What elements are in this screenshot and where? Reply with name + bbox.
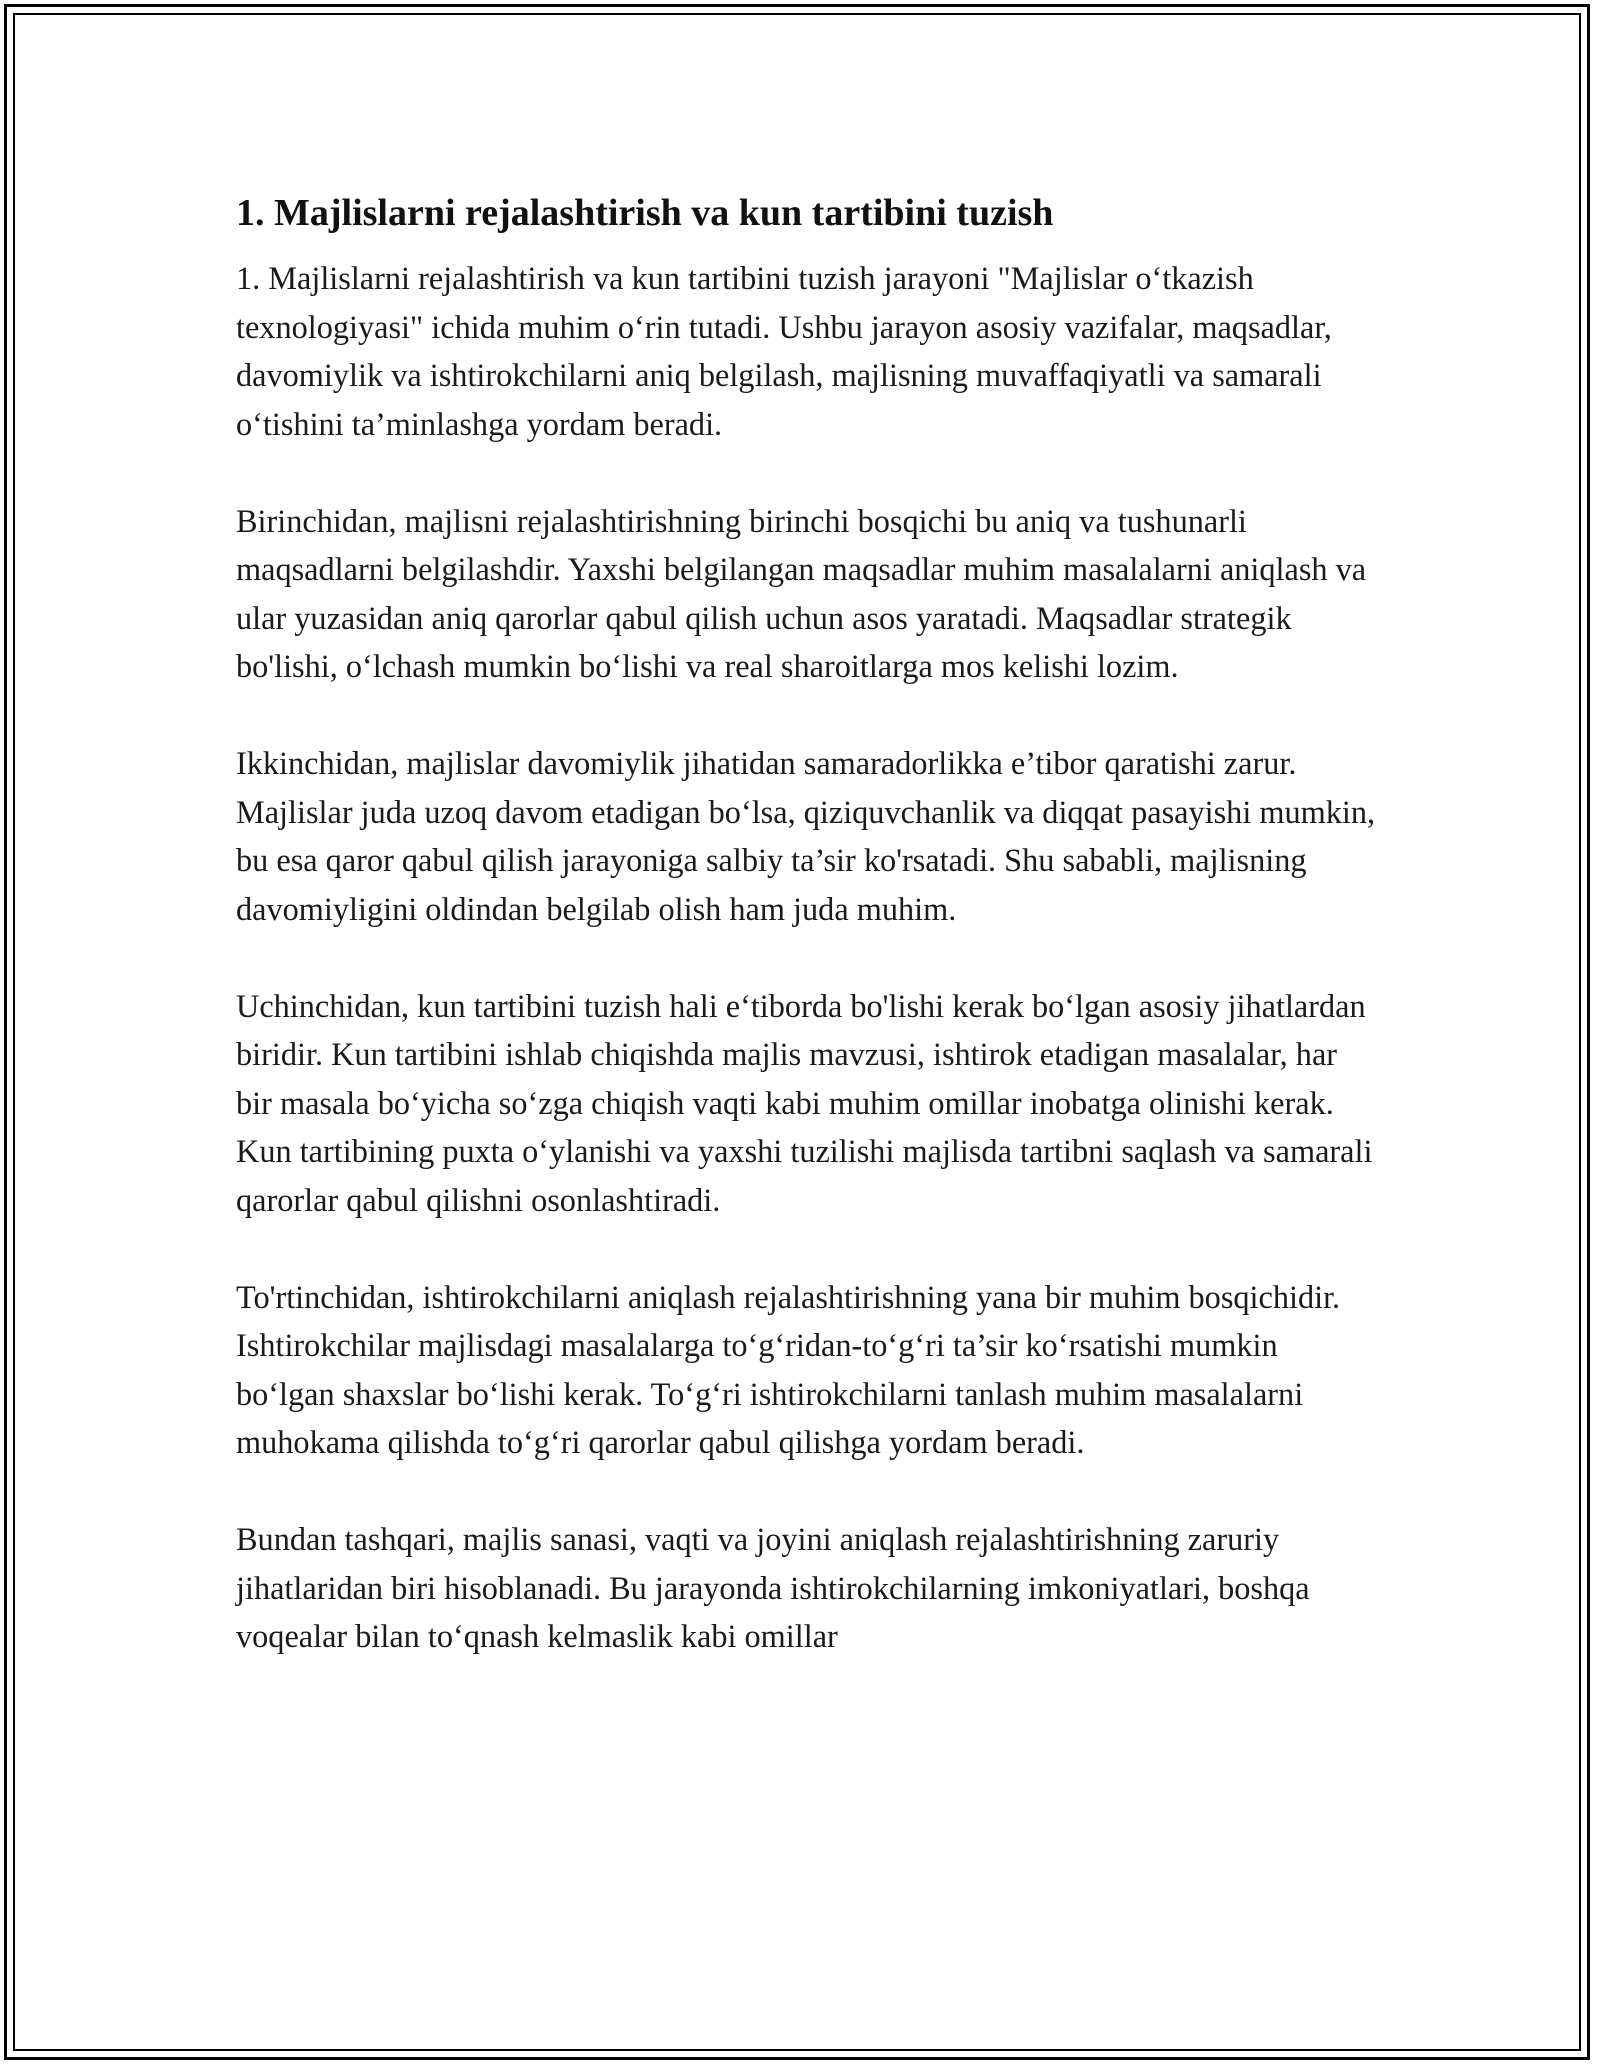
paragraph-intro: 1. Majlislarni rejalashtirish va kun tartibini tuzish jarayoni "Majlislar o‘tkazish texnologiyasi" ichida muhim o‘rin tutadi. Ushbu jarayon asosiy vazifalar, maqsadlar, davomiylik va ishtirokchilarni aniq belgilash, majlisning muvaffaqiyatli va samarali o‘tishini ta’minlashga yordam beradi.: [236, 260, 1332, 442]
document-body: [236, 188, 1376, 1709]
paragraph-second: Ikkinchidan, majlislar davomiylik jihatidan samaradorlikka e’tibor qaratishi zarur. Majlislar juda uzoq davom etadigan bo‘lsa, qiziquvchanlik va diqqat pasayishi mumkin, bu esa qaror qabul qilish jarayoniga salbiy ta’sir ko'rsatadi. Shu sababli, majlisning davomiyligini oldindan belgilab olish ham juda muhim.: [236, 745, 1376, 927]
paragraph-additional: Bundan tashqari, majlis sanasi, vaqti va joyini aniqlash rejalashtirishning zaruriy jihatlaridan biri hisoblanadi. Bu jarayonda ishtirokchilarning imkoniyatlari, boshqa voqealar bilan to‘qnash kelmaslik kabi omillar: [236, 1521, 1310, 1654]
paragraph-fourth: To'rtinchidan, ishtirokchilarni aniqlash rejalashtirishning yana bir muhim bosqichidir. Ishtirokchilar majlisdagi masalalarga to‘g‘ridan-to‘g‘ri ta’sir ko‘rsatishi mumkin bo‘lgan shaxslar bo‘lishi kerak. To‘g‘ri ishtirokchilarni tanlash muhim masalalarni muhokama qilishda to‘g‘ri qarorlar qabul qilishga yordam beradi.: [236, 1278, 1341, 1460]
section-heading: 1. Majlislarni rejalashtirish va kun tartibini tuzish: [236, 192, 1054, 234]
paragraph-first: Birinchidan, majlisni rejalashtirishning birinchi bosqichi bu aniq va tushunarli maqsadlarni belgilashdir. Yaxshi belgilangan maqsadlar muhim masalalarni aniqlash va ular yuzasidan aniq qarorlar qabul qilish uchun asos yaratadi. Maqsadlar strategik bo'lishi, o‘lchash mumkin bo‘lishi va real sharoitlarga mos kelishi lozim.: [236, 502, 1367, 684]
paragraph-third: Uchinchidan, kun tartibini tuzish hali e‘tiborda bo'lishi kerak bo‘lgan asosiy jihatlardan biridir. Kun tartibini ishlab chiqishda majlis mavzusi, ishtirok etadigan masalalar, har bir masala bo‘yicha so‘zga chiqish vaqti kabi muhim omillar inobatga olinishi kerak. Kun tartibining puxta o‘ylanishi va yaxshi tuzilishi majlisda tartibni saqlash va samarali qarorlar qabul qilishni osonlashtiradi.: [236, 987, 1373, 1218]
